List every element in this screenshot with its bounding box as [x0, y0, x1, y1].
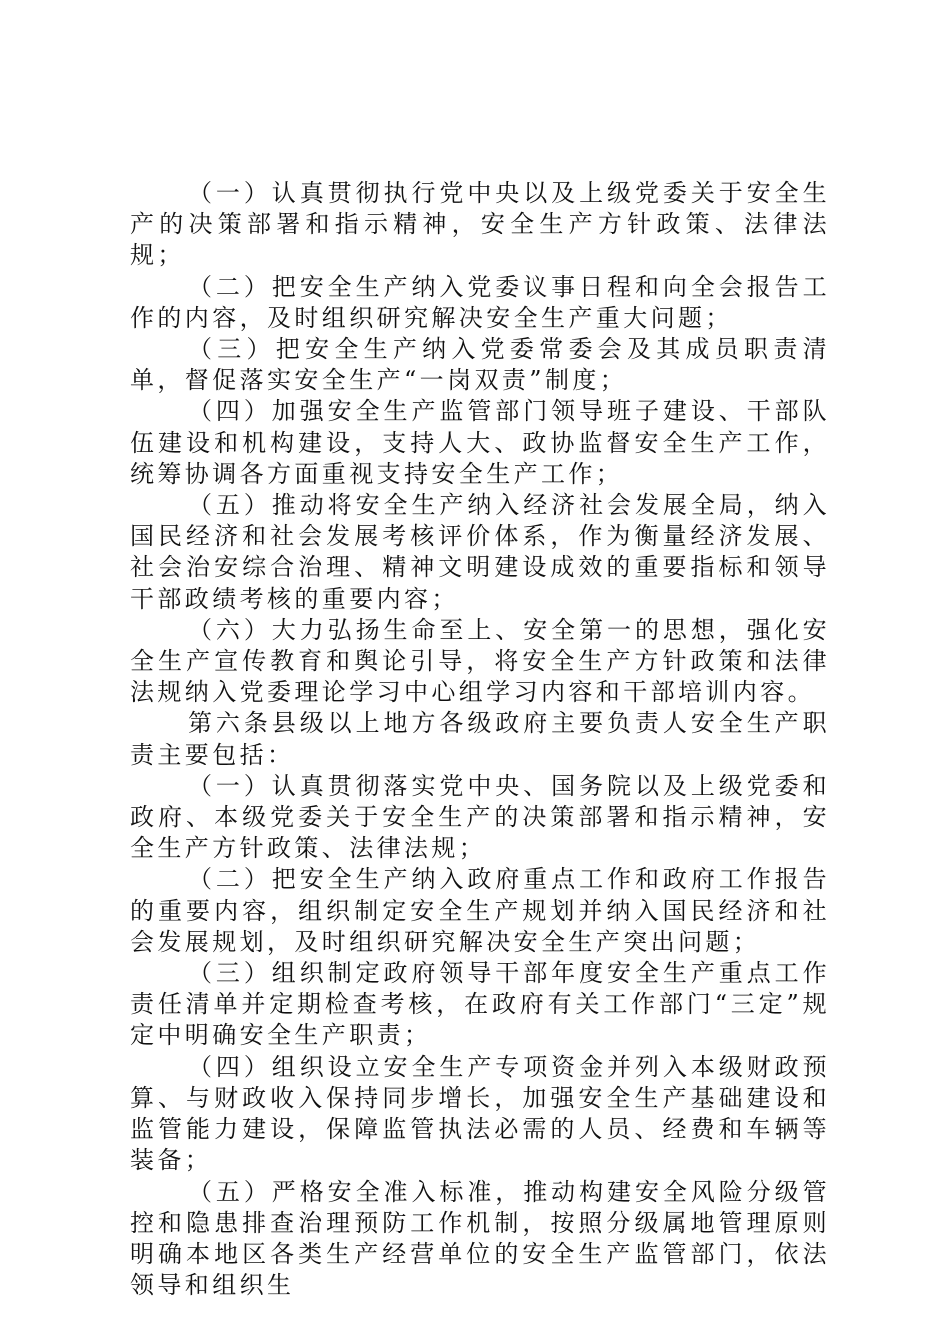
paragraph-party-duty-5: （五）推动将安全生产纳入经济社会发展全局，纳入国民经济和社会发展考核评价体系，作为衡量经济发展、社会治安综合治理、精神文明建设成效的重要指标和领导干部政绩考核的重要内容；: [130, 491, 830, 613]
paragraph-party-duty-6: （六）大力弘扬生命至上、安全第一的思想，强化安全生产宣传教育和舆论引导，将安全生产方针政策和法律法规纳入党委理论学习中心组学习内容和干部培训内容。: [130, 615, 830, 707]
paragraph-government-duty-3: （三）组织制定政府领导干部年度安全生产重点工作责任清单并定期检查考核，在政府有关工作部门“三定”规定中明确安全生产职责；: [130, 959, 830, 1050]
paragraph-party-duty-1: （一）认真贯彻执行党中央以及上级党委关于安全生产的决策部署和指示精神，安全生产方针政策、法律法规；: [130, 179, 830, 270]
document-body: [130, 178, 830, 1301]
paragraph-government-duty-5: （五）严格安全准入标准，推动构建安全风险分级管控和隐患排查治理预防工作机制，按照分级属地管理原则明确本地区各类生产经营单位的安全生产监管部门，依法领导和组织生: [130, 1177, 830, 1300]
paragraph-government-duty-1: （一）认真贯彻落实党中央、国务院以及上级党委和政府、本级党委关于安全生产的决策部署和指示精神，安全生产方针政策、法律法规；: [130, 771, 830, 863]
paragraph-government-duty-2: （二）把安全生产纳入政府重点工作和政府工作报告的重要内容，组织制定安全生产规划并纳入国民经济和社会发展规划，及时组织研究解决安全生产突出问题；: [130, 865, 830, 956]
paragraph-party-duty-3: （三）把安全生产纳入党委常委会及其成员职责清单，督促落实安全生产“一岗双责”制度；: [130, 335, 830, 395]
article-six-heading: 第六条县级以上地方各级政府主要负责人安全生产职责主要包括：: [130, 709, 830, 769]
paragraph-party-duty-2: （二）把安全生产纳入党委议事日程和向全会报告工作的内容，及时组织研究解决安全生产重大问题；: [130, 272, 830, 332]
paragraph-party-duty-4: （四）加强安全生产监管部门领导班子建设、干部队伍建设和机构建设，支持人大、政协监督安全生产工作，统筹协调各方面重视支持安全生产工作；: [130, 397, 830, 488]
paragraph-government-duty-4: （四）组织设立安全生产专项资金并列入本级财政预算、与财政收入保持同步增长，加强安全生产基础建设和监管能力建设，保障监管执法必需的人员、经费和车辆等装备；: [130, 1052, 830, 1175]
